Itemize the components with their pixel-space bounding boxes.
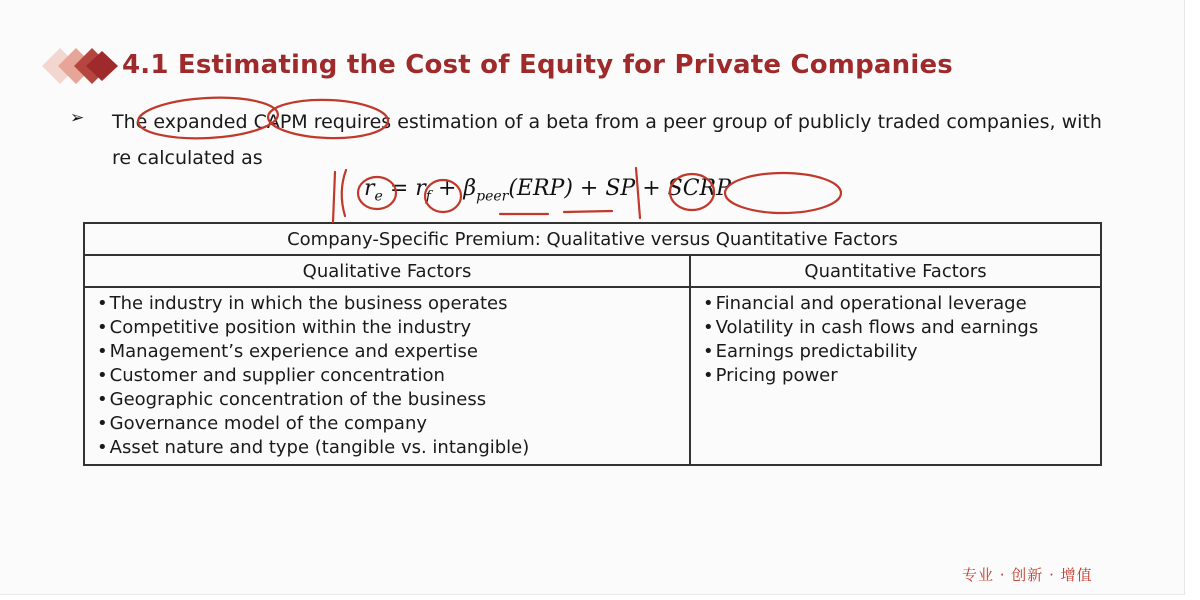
factors-table [83,222,1102,466]
formula-scrp: SCRP [667,176,731,201]
formula-sp: SP [605,176,636,201]
formula-erp: (ERP) [508,176,573,201]
list-item: • Competitive position within the industry [97,316,683,340]
list-item: • Pricing power [703,364,1094,388]
annotation-circle-scrp [725,173,841,213]
qualitative-list [84,287,690,465]
formula-plus: + [572,176,606,201]
formula-beta: $\beta_{peer}$ [463,176,509,205]
list-item: • The industry in which the business operates [97,292,683,316]
list-item: • Customer and supplier concentration [97,364,683,388]
list-item: • Asset nature and type (tangible vs. intangible) [97,436,683,460]
annotation-underline-erp [564,211,612,212]
formula-equals: = [382,176,416,201]
formula-plus: + [635,176,668,201]
bullet-text: The expanded CAPM requires estimation of a beta from a peer group of publicly traded companies, with re calculated as [112,111,1102,169]
formula-re: $r_e$ [364,176,383,205]
qualitative-header: Qualitative Factors [84,255,690,287]
capm-formula [364,176,731,204]
list-item: • Geographic concentration of the business [97,388,683,412]
list-item: • Management’s experience and expertise [97,340,683,364]
list-item: • Financial and operational leverage [703,292,1094,316]
slide-title: 4.1 Estimating the Cost of Equity for Private Companies [122,50,953,80]
list-item: • Volatility in cash flows and earnings [703,316,1094,340]
quantitative-header: Quantitative Factors [690,255,1101,287]
table-title: Company-Specific Premium: Qualitative versus Quantitative Factors [84,223,1101,255]
formula-plus: + [430,176,464,201]
annotation-line-left [333,172,335,222]
list-item: • Governance model of the company [97,412,683,436]
list-item: • Earnings predictability [703,340,1094,364]
formula-rf: $r_f$ [415,176,431,205]
bullet-arrow-icon: ➢ [70,108,85,128]
footer-slogan: 专业 · 创新 · 增值 [962,566,1093,584]
quantitative-list [690,287,1101,465]
annotation-bracket-left [342,170,346,216]
diamond-logo-icon [22,46,122,86]
